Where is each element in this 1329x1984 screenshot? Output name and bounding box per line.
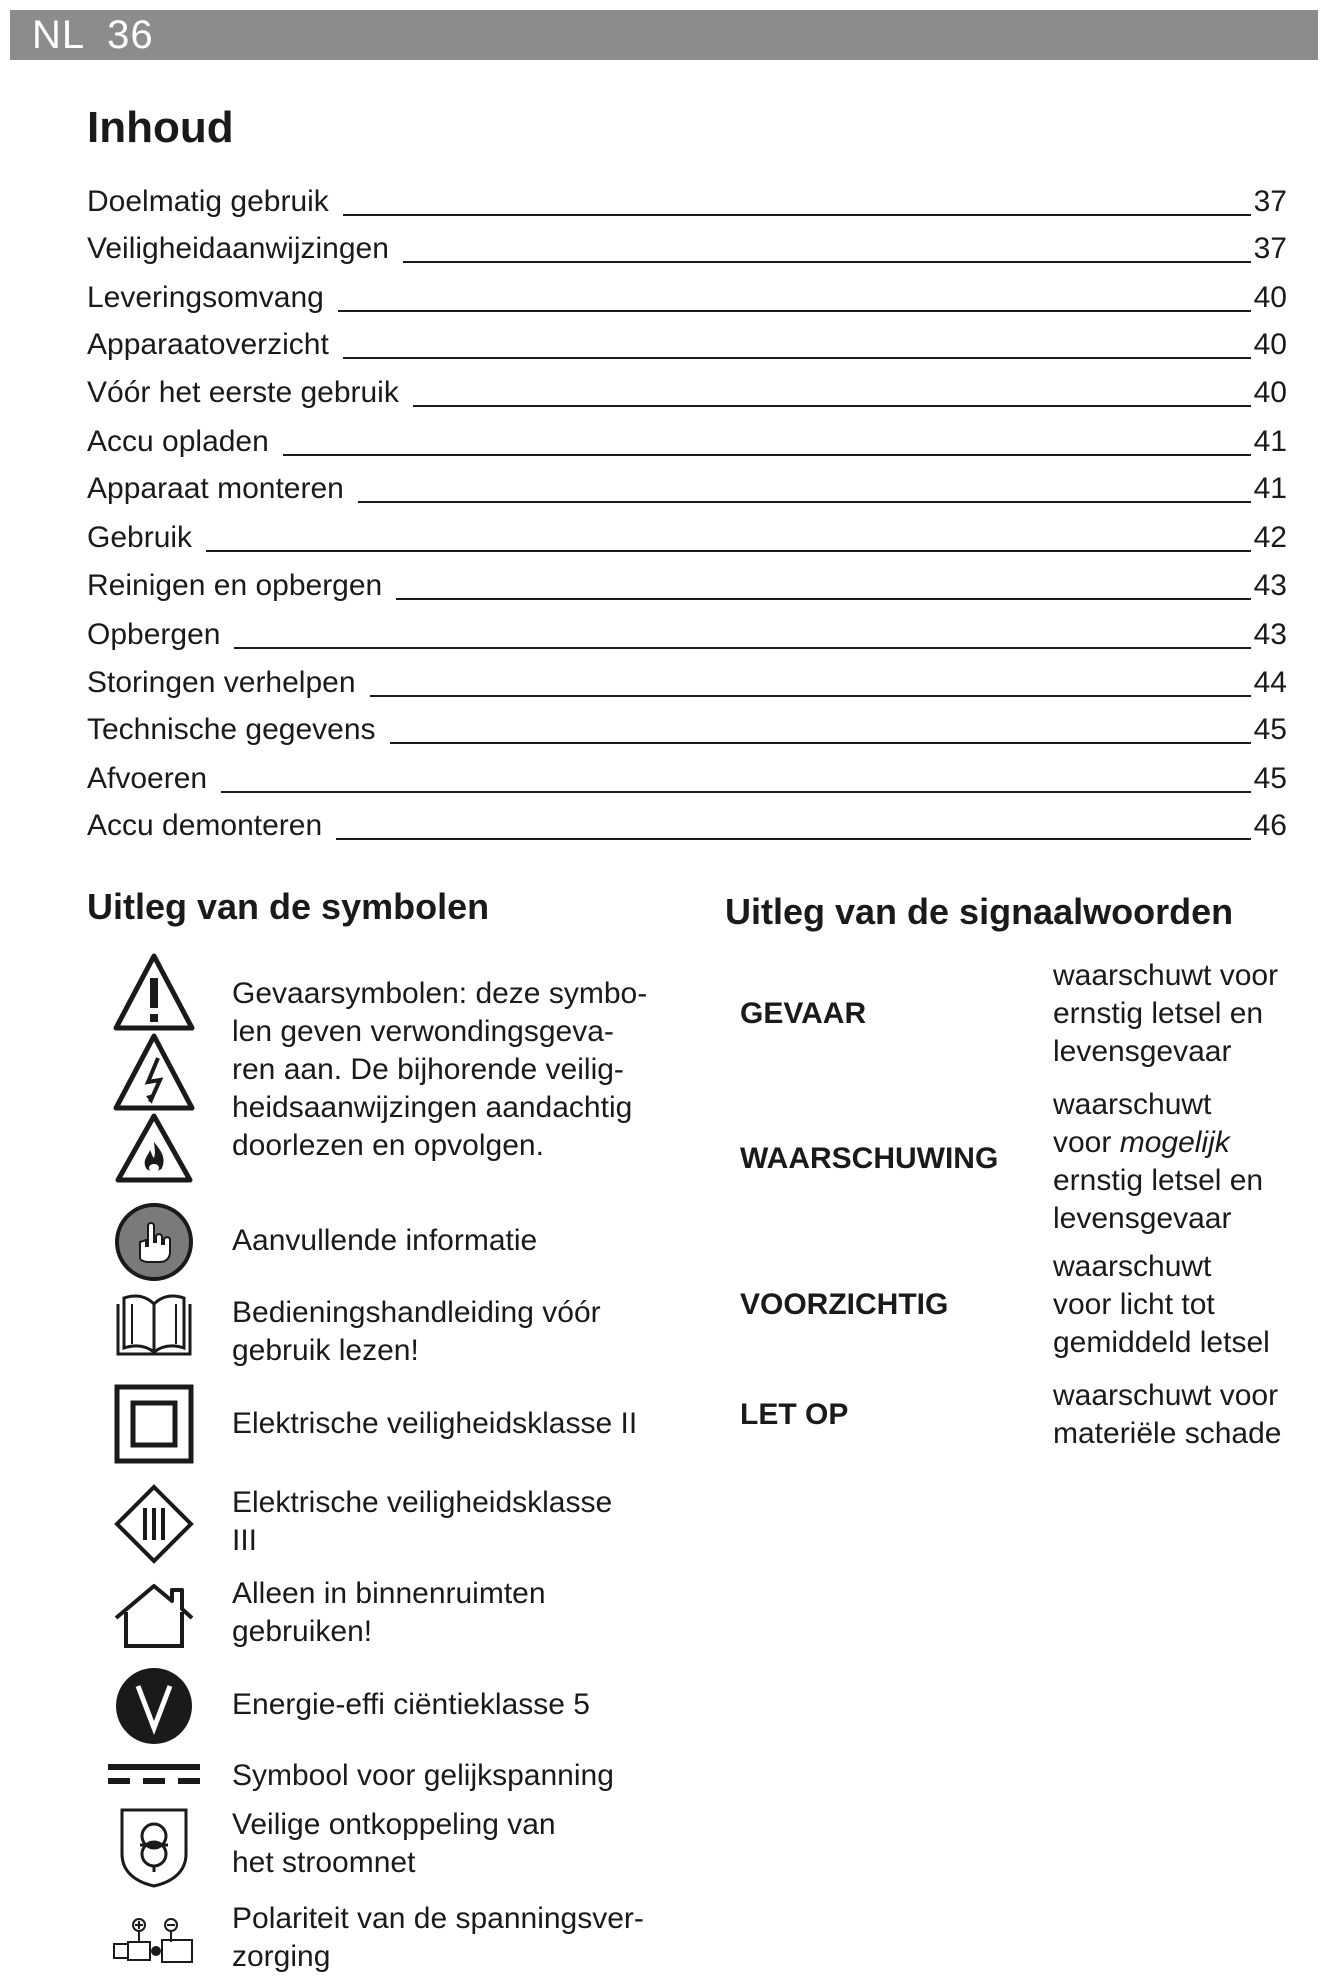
toc-entry <box>87 219 1287 267</box>
toc-entry-page: 43 <box>1253 618 1287 651</box>
manual-book-icon <box>112 1290 196 1362</box>
symbol-desc-isolation: Veilige ontkoppeling van het stroomnet <box>232 1808 556 1879</box>
toc-entry-page: 45 <box>1253 762 1287 795</box>
toc-entry <box>87 605 1287 653</box>
toc-entry-page: 41 <box>1253 472 1287 505</box>
toc-entry-title: Veiligheidaanwijzingen <box>87 232 389 265</box>
symbol-desc-energy: Energie-effi ciëntieklasse 5 <box>232 1688 590 1721</box>
toc-entry-page: 43 <box>1253 569 1287 602</box>
toc-leader-line <box>413 404 1251 407</box>
symbol-desc-class-ii: Elektrische veiligheidsklasse II <box>232 1407 638 1440</box>
safety-class-ii-icon <box>114 1384 194 1464</box>
toc-entry <box>87 315 1287 363</box>
toc-leader-line <box>358 500 1251 503</box>
dc-voltage-icon <box>106 1760 202 1790</box>
toc-leader-line <box>234 646 1251 649</box>
toc-leader-line <box>390 741 1251 744</box>
toc-entry-page: 40 <box>1253 376 1287 409</box>
toc-leader-line <box>221 790 1251 793</box>
toc-leader-line <box>206 549 1251 552</box>
warning-exclamation-icon <box>112 952 196 1032</box>
signal-desc-part: ernstig letsel en levensgevaar <box>1053 1164 1264 1235</box>
toc-entry <box>87 556 1287 604</box>
toc-entry <box>87 653 1287 701</box>
toc-leader-line <box>336 837 1251 840</box>
toc-leader-line <box>338 309 1251 312</box>
toc-entry <box>87 749 1287 797</box>
toc-entry-page: 37 <box>1253 185 1287 218</box>
symbol-desc-indoor: Alleen in binnenruimten gebruiken! <box>232 1577 546 1648</box>
toc-leader-line <box>283 453 1251 456</box>
page-number: 36 <box>107 13 154 57</box>
signal-desc-let-op: waarschuwt voor materiële schade <box>1053 1379 1282 1450</box>
toc-entry-page: 37 <box>1253 232 1287 265</box>
toc-entry-page: 40 <box>1253 328 1287 361</box>
hand-info-icon <box>114 1202 194 1282</box>
signal-desc-voorzichtig: waarschuwt voor licht tot gemiddeld letsel <box>1053 1250 1270 1359</box>
toc-entry-title: Reinigen en opbergen <box>87 569 383 602</box>
signal-word-voorzichtig: VOORZICHTIG <box>740 1288 949 1321</box>
toc-entry-title: Apparaat monteren <box>87 472 344 505</box>
toc-leader-line <box>370 694 1251 697</box>
toc-entry <box>87 796 1287 844</box>
toc-leader-line <box>343 213 1251 216</box>
toc-entry <box>87 363 1287 411</box>
safety-class-iii-icon <box>114 1484 194 1564</box>
toc-entry-page: 42 <box>1253 521 1287 554</box>
signal-desc-waarschuwing <box>1053 1086 1323 1238</box>
toc-entry-page: 41 <box>1253 425 1287 458</box>
signal-desc-gevaar: waarschuwt voor ernstig letsel en levensgevaar <box>1053 959 1279 1068</box>
signals-title: Uitleg van de signaalwoorden <box>725 891 1234 932</box>
signal-desc-part: waarschuwt voor <box>1053 1088 1212 1159</box>
polarity-icon <box>112 1916 196 1968</box>
signal-word-waarschuwing: WAARSCHUWING <box>740 1142 999 1175</box>
toc-entry-title: Afvoeren <box>87 762 208 795</box>
symbol-desc-polarity: Polariteit van de spanningsver- zorging <box>232 1902 644 1973</box>
toc-entry-title: Opbergen <box>87 618 221 651</box>
toc-leader-line <box>343 356 1251 359</box>
toc-leader-line <box>396 597 1251 600</box>
signal-word-gevaar: GEVAAR <box>740 997 867 1030</box>
toc-entry-title: Doelmatig gebruik <box>87 185 329 218</box>
language-code: NL <box>32 13 86 57</box>
symbol-desc-class-iii: Elektrische veiligheidsklasse III <box>232 1486 613 1557</box>
toc-entry-title: Storingen verhelpen <box>87 666 356 699</box>
toc-entry-title: Leveringsomvang <box>87 281 324 314</box>
toc-entry-page: 46 <box>1253 809 1287 842</box>
toc-entry <box>87 268 1287 316</box>
toc-entry-title: Gebruik <box>87 521 193 554</box>
page-header <box>32 10 154 60</box>
energy-class-v-icon <box>114 1666 194 1746</box>
toc-entry-title: Accu opladen <box>87 425 269 458</box>
toc-entry <box>87 700 1287 748</box>
symbols-title: Uitleg van de symbolen <box>87 886 490 927</box>
signal-word-let-op: LET OP <box>740 1398 849 1431</box>
toc-entry-page: 44 <box>1253 666 1287 699</box>
toc-entry <box>87 459 1287 507</box>
toc-leader-line <box>403 260 1251 263</box>
toc-entry-title: Apparaatoverzicht <box>87 328 329 361</box>
indoor-house-icon <box>112 1582 196 1650</box>
electric-hazard-icon <box>112 1032 196 1112</box>
toc-entry-title: Technische gegevens <box>87 713 376 746</box>
signal-desc-emphasis: mogelijk <box>1119 1126 1230 1159</box>
symbol-desc-info: Aanvullende informatie <box>232 1224 538 1257</box>
toc-title: Inhoud <box>87 103 234 152</box>
toc-entry-title: Accu demonteren <box>87 809 323 842</box>
page-header-bar <box>10 10 1318 60</box>
symbol-desc-hazard: Gevaarsymbolen: deze symbo- len geven verwondingsgeva- ren aan. De bijhorende veilig- heidsaanwijzingen aandachtig doorlezen en opvolgen. <box>232 977 648 1162</box>
toc-entry <box>87 508 1287 556</box>
safety-isolation-transformer-icon <box>118 1806 190 1890</box>
toc-entry <box>87 172 1287 220</box>
toc-entry-page: 45 <box>1253 713 1287 746</box>
toc-entry-page: 40 <box>1253 281 1287 314</box>
symbol-desc-manual: Bedieningshandleiding vóór gebruik lezen! <box>232 1296 601 1367</box>
toc-entry-title: Vóór het eerste gebruik <box>87 376 399 409</box>
symbol-desc-dc: Symbool voor gelijkspanning <box>232 1759 614 1792</box>
fire-hazard-icon <box>114 1112 194 1184</box>
toc-entry <box>87 412 1287 460</box>
